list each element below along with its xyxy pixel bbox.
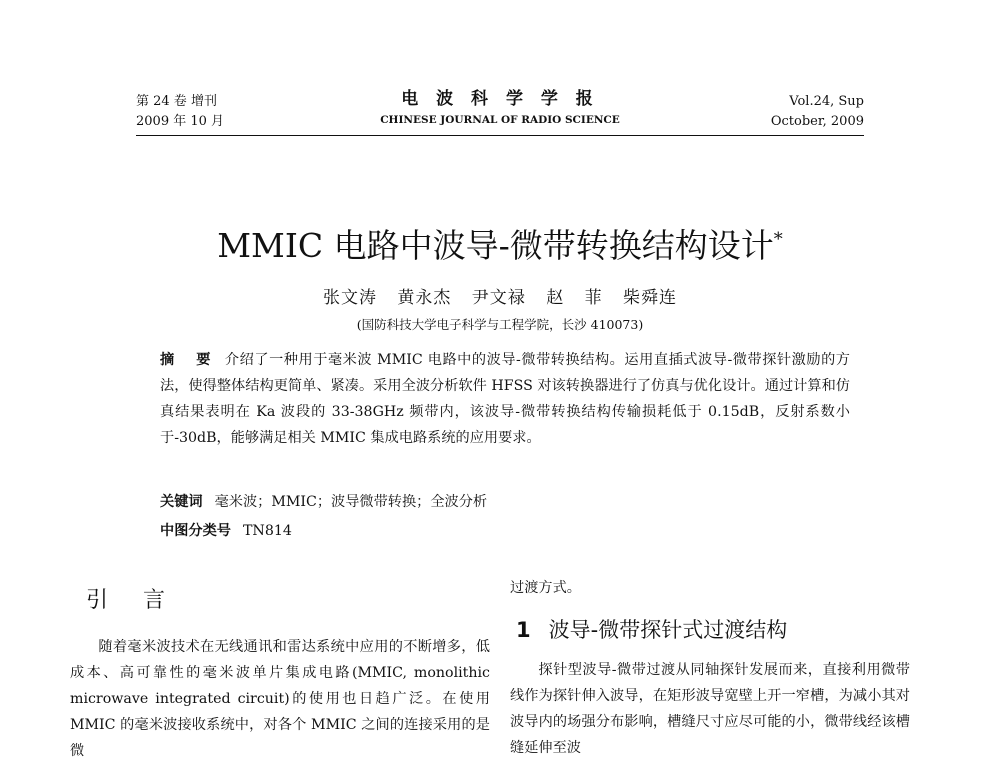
volume-issue-en: Vol.24, Sup: [789, 94, 864, 109]
keywords-text: 毫米波；MMIC；波导微带转换；全波分析: [214, 494, 488, 510]
abstract-label: 摘 要: [160, 352, 219, 368]
keywords: [160, 491, 487, 513]
right-column: [510, 575, 910, 761]
journal-name-en: CHINESE JOURNAL OF RADIO SCIENCE: [380, 114, 620, 126]
section-1-paragraph: 探针型波导-微带过渡从同轴探针发展而来，直接利用微带线作为探针伸入波导，在矩形波导宽壁上开一窄槽，为减小其对波导内的场强分布影响，槽缝尺寸应尽可能的小，微带线经该槽缝延伸至波: [510, 662, 910, 756]
classification: [160, 520, 292, 542]
authors: 张文涛 黄永杰 尹文禄 赵 菲 柴舜连: [322, 288, 678, 308]
keywords-label: 关键词: [160, 494, 203, 510]
paper-title: [0, 218, 1000, 268]
abstract: [160, 347, 850, 451]
section-heading-1: [516, 615, 910, 645]
affiliation: (国防科技大学电子科学与工程学院，长沙 410073): [356, 317, 644, 332]
header-rule: [136, 135, 864, 136]
journal-volume-info-en: [771, 92, 864, 132]
section-heading-introduction: 引 言: [86, 588, 179, 613]
publication-date-en: October, 2009: [770, 114, 864, 129]
publication-date-cn: 2009 年 10 月: [136, 114, 225, 129]
introduction-paragraph: 随着毫米波技术在无线通讯和雷达系统中应用的不断增多，低成本、高可靠性的毫米波单片集成电路(MMIC, monolithic microwave integrated circuit)的使用也日趋广泛。在使用 MMIC 的毫米波接收系统中，对各个 MMIC 之间的连接采用的是微: [70, 639, 490, 759]
journal-name-cn: 电 波 科 学 学 报: [401, 89, 599, 109]
classification-label: 中图分类号: [160, 523, 231, 539]
section-title: 波导-微带探针式过渡结构: [548, 618, 788, 642]
section-number: 1: [516, 618, 531, 642]
classification-code: TN814: [242, 523, 292, 539]
paper-title-text: MMIC 电路中波导-微带转换结构设计: [217, 226, 774, 265]
volume-issue: 第 24 卷 增刊: [136, 94, 217, 109]
abstract-text: 介绍了一种用于毫米波 MMIC 电路中的波导-微带转换结构。运用直插式波导-微带探针激励的方法，使得整体结构更简单、紧凑。采用全波分析软件 HFSS 对该转换器进行了仿真与优化设计。通过计算和仿真结果表明在 Ka 波段的 33-38GHz 频带内，该波导-微带转换结构传输损耗低于 0.15dB，反射系数小于-30dB，能够满足相关 MMIC 集成电路系统的应用要求。: [160, 352, 850, 446]
continuation-text: 过渡方式。: [510, 580, 581, 596]
title-footnote-mark: *: [773, 229, 783, 250]
left-column: [70, 580, 490, 764]
